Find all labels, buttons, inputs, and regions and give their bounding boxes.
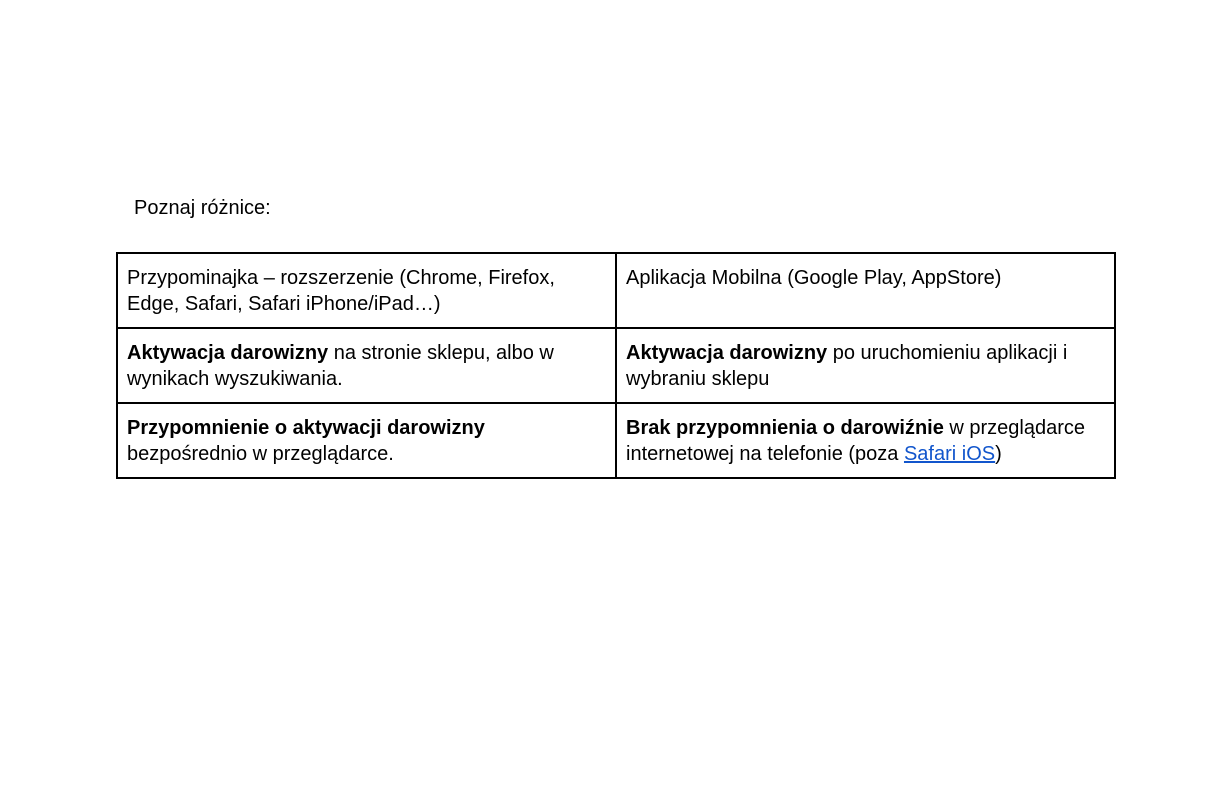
cell-text: w przeglądarce internetowej na telefonie (poza — [626, 417, 1086, 465]
cell-extension-activation — [117, 328, 616, 403]
page-heading: Poznaj różnice: — [134, 197, 271, 219]
cell-extension-reminder — [117, 403, 616, 478]
cell-text: po uruchomieniu aplikacji i wybraniu sklepu — [626, 342, 1068, 390]
safari-ios-link[interactable]: Safari iOS — [903, 443, 996, 465]
cell-text: na stronie sklepu, albo w wynikach wyszukiwania. — [127, 342, 554, 390]
cell-bold-text: Aktywacja darowizny — [626, 342, 828, 364]
table-row — [117, 403, 1115, 478]
cell-bold-text: Brak przypomnienia o darowiźnie — [626, 417, 944, 439]
cell-app-activation — [616, 328, 1115, 403]
cell-text: bezpośrednio w przeglądarce. — [127, 443, 394, 465]
comparison-table — [116, 252, 1116, 479]
cell-text: ) — [995, 443, 1002, 465]
cell-bold-text: Aktywacja darowizny — [127, 342, 329, 364]
cell-bold-text: Przypomnienie o aktywacji darowizny — [127, 417, 485, 439]
header-cell-extension: Przypominajka – rozszerzenie (Chrome, Firefox, Edge, Safari, Safari iPhone/iPad…) — [117, 253, 616, 328]
table-header-row — [117, 253, 1115, 328]
cell-app-no-reminder — [616, 403, 1115, 478]
table-row — [117, 328, 1115, 403]
header-cell-mobile-app: Aplikacja Mobilna (Google Play, AppStore) — [616, 253, 1115, 328]
